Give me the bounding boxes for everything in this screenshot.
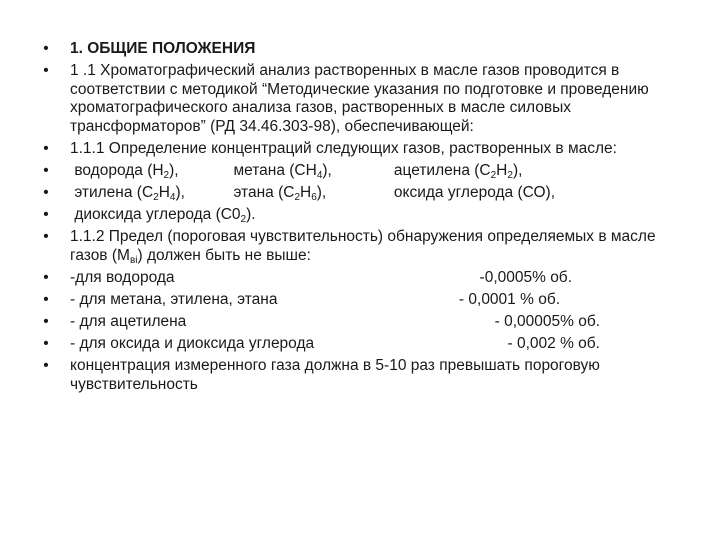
limit-row xyxy=(70,291,680,310)
limit-value: - 0,002 % об. xyxy=(507,334,600,352)
limit-value: - 0,0001 % об. xyxy=(458,290,560,308)
list-item-p2 xyxy=(40,140,680,159)
gas-carbon-monoxide: оксида углерода (СО), xyxy=(393,183,555,201)
gas-ethane: этана $(С_2Н_6)$, xyxy=(233,183,327,203)
list-item-gas-row-2 xyxy=(40,184,680,203)
limit-row xyxy=(70,335,680,354)
gas-ethylene: этилена $(С_2Н_4)$, xyxy=(74,183,185,203)
paragraph-text: концентрация измеренного газа должна в 5-10 раз превышать пороговую чувствительность xyxy=(70,357,600,393)
paragraph-text: 1.1.1 Определение концентраций следующих газов, растворенных в масле: xyxy=(70,139,617,157)
section-heading: 1. ОБЩИЕ ПОЛОЖЕНИЯ xyxy=(70,40,256,57)
gas-carbon-dioxide: диоксида углерода $(С0_2)$. xyxy=(74,205,256,225)
limit-value: - 0,00005% об. xyxy=(494,312,600,330)
bullet-icon: • xyxy=(43,139,49,157)
gas-acetylene: ацетилена $(С_2Н_2)$, xyxy=(393,161,523,181)
limit-label: - для ацетилена xyxy=(70,312,187,330)
bullet-icon: • xyxy=(43,268,49,286)
bullet-icon: • xyxy=(43,357,49,375)
list-item-p3 xyxy=(40,228,680,265)
limit-value: -0,0005% об. xyxy=(479,268,572,286)
paragraph-text: 1 .1 Хроматографический анализ растворенных в масле газов проводится в соответствии с методикой “Методические указания по подготовке и проведению хроматографического анализа газов, растворенных в масле силовых трансформаторов” (РД 34.46.303-98), обеспечивающей: xyxy=(70,62,649,135)
gas-methane: метана $(СН_4)$, xyxy=(233,161,332,181)
list-item-limit-acetylene xyxy=(40,313,680,332)
list-item-p4 xyxy=(40,357,680,394)
limit-row xyxy=(70,269,680,288)
list-item-limit-methane xyxy=(40,291,680,310)
limit-label: - для метана, этилена, этана xyxy=(70,290,278,308)
bullet-icon: • xyxy=(43,205,49,223)
bullet-icon: • xyxy=(43,40,49,57)
paragraph-text: 1.1.2 Предел (пороговая чувствительность) обнаружения определяемых в масле газов $(М_{ві})$ должен быть не выше: xyxy=(70,228,656,266)
list-item-limit-co xyxy=(40,335,680,354)
bullet-icon: • xyxy=(43,290,49,308)
bullet-icon: • xyxy=(43,312,49,330)
limit-row xyxy=(70,313,680,332)
gas-row xyxy=(70,162,680,181)
gas-row xyxy=(70,184,680,203)
bullet-icon: • xyxy=(43,228,49,246)
limit-label: - для оксида и диоксида углерода xyxy=(70,334,315,352)
bullet-icon: • xyxy=(43,62,49,80)
bullet-icon: • xyxy=(43,161,49,179)
list-item-gas-row-1 xyxy=(40,162,680,181)
bullet-list xyxy=(40,40,680,398)
list-item-heading xyxy=(40,40,680,59)
list-item-limit-hydrogen xyxy=(40,269,680,288)
limit-label: -для водорода xyxy=(70,268,175,286)
list-item-p1 xyxy=(40,62,680,136)
bullet-icon: • xyxy=(43,334,49,352)
list-item-gas-row-3 xyxy=(40,206,680,225)
bullet-icon: • xyxy=(43,183,49,201)
gas-hydrogen: водорода $(Н_2)$, xyxy=(74,161,179,181)
